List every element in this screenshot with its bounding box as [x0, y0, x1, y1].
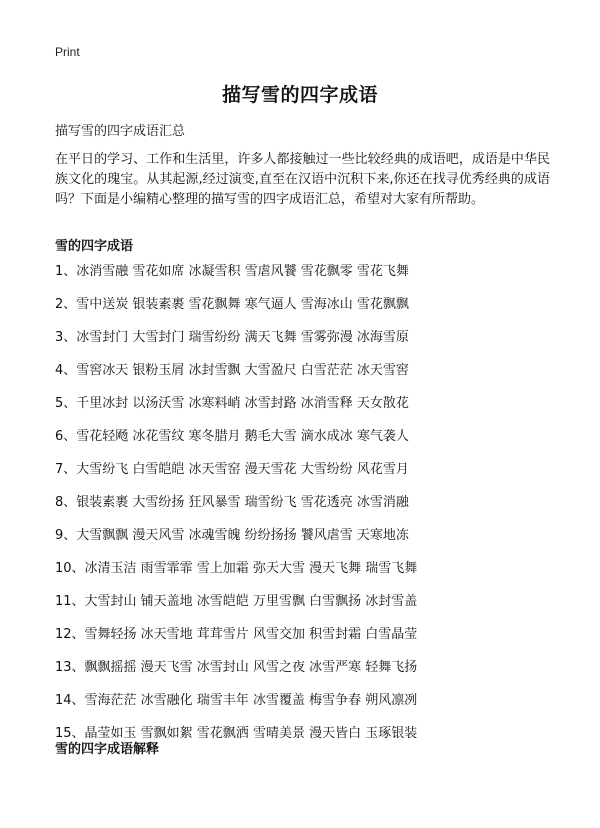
list-item: 1、冰消雪融 雪花如席 冰凝雪积 雪虐风饕 雪花飘零 雪花飞舞 [55, 264, 409, 279]
intro-paragraph: 在平日的学习、工作和生活里，许多人都接触过一些比较经典的成语吧，成语是中华民族文化的瑰宝。从其起源,经过演变,直至在汉语中沉积下来,你还在找寻优秀经典的成语吗？下面是小编精心整理的描写雪的四字成语汇总，希望对大家有所帮助。 [55, 152, 550, 207]
list-item: 3、冰雪封门 大雪封门 瑞雪纷纷 满天飞舞 雪雾弥漫 冰海雪原 [55, 330, 409, 345]
section-heading-explanations: 雪的四字成语解释 [55, 742, 160, 757]
list-item: 14、雪海茫茫 冰雪融化 瑞雪丰年 冰雪覆盖 梅雪争春 朔风凛冽 [55, 693, 418, 708]
list-item: 9、大雪飘飘 漫天风雪 冰魂雪魄 纷纷扬扬 饕风虐雪 天寒地冻 [55, 528, 409, 543]
list-item: 8、银装素裹 大雪纷扬 狂风暴雪 瑞雪纷飞 雪花透亮 冰雪消融 [55, 495, 409, 510]
list-item: 13、飘飘摇摇 漫天飞雪 冰雪封山 风雪之夜 冰雪严寒 轻舞飞扬 [55, 660, 418, 675]
list-item: 7、大雪纷飞 白雪皑皑 冰天雪窑 漫天雪花 大雪纷纷 风花雪月 [55, 462, 409, 477]
list-item: 12、雪舞轻扬 冰天雪地 茸茸雪片 风雪交加 积雪封霜 白雪晶莹 [55, 627, 418, 642]
list-item: 10、冰清玉洁 雨雪霏霏 雪上加霜 弥天大雪 漫天飞舞 瑞雪飞舞 [55, 561, 418, 576]
print-label: Print [55, 45, 80, 59]
section-heading-idioms: 雪的四字成语 [55, 239, 134, 254]
list-item: 4、雪窖冰天 银粉玉屑 冰封雪飘 大雪盈尺 白雪茫茫 冰天雪窖 [55, 363, 409, 378]
list-item: 15、晶莹如玉 雪飘如絮 雪花飘洒 雪晴美景 漫天皆白 玉琢银装 [55, 726, 418, 741]
list-item: 11、大雪封山 铺天盖地 冰雪皑皑 万里雪飘 白雪飘扬 冰封雪盖 [55, 594, 418, 609]
idiom-list [55, 262, 555, 757]
list-item: 2、雪中送炭 银装素裹 雪花飘舞 寒气逼人 雪海冰山 雪花飘飘 [55, 297, 409, 312]
page-title: 描写雪的四字成语 [221, 84, 378, 106]
subtitle: 描写雪的四字成语汇总 [55, 124, 186, 139]
list-item: 5、千里冰封 以汤沃雪 冰寒料峭 冰雪封路 冰消雪释 天女散花 [55, 396, 409, 411]
list-item: 6、雪花轻飏 冰花雪纹 寒冬腊月 鹅毛大雪 滴水成冰 寒气袭人 [55, 429, 409, 444]
